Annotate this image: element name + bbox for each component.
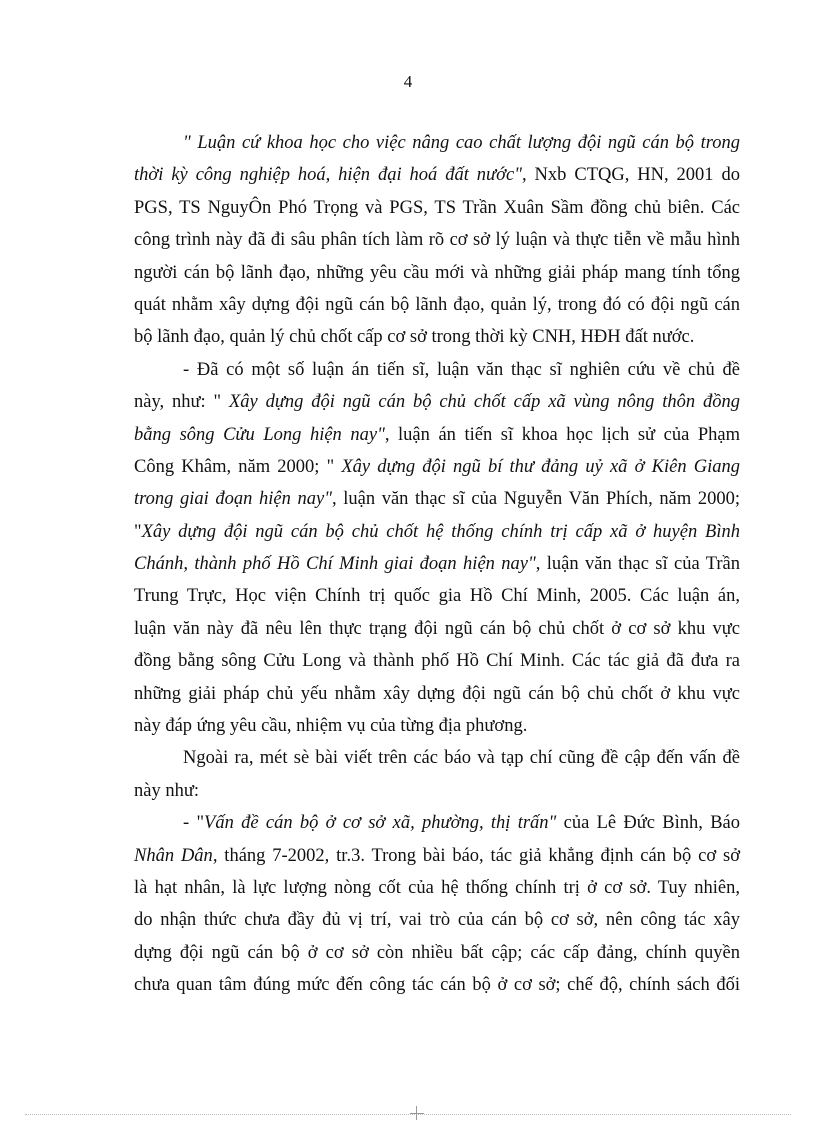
paragraph-line: công trình này đã đi sâu phân tích làm rõ cơ sở lý luận và thực tiễn về mẫu hình	[134, 230, 740, 251]
paragraph-line: Ngoài ra, mét sè bài viết trên các báo và tạp chí cũng đề cập đến vấn đề	[183, 748, 740, 769]
italic-text: " Luận cứ khoa học cho việc nâng cao chất lượng đội ngũ cán bộ trong	[183, 133, 740, 153]
paragraph-line: là hạt nhân, là lực lượng nòng cốt của hệ thống chính trị ở cơ sở. Tuy nhiên,	[134, 877, 740, 898]
line-text: "	[134, 521, 142, 542]
paragraph-line: luận văn này đã nêu lên thực trạng đội ngũ cán bộ chủ chốt ở cơ sở khu vực	[134, 618, 740, 639]
italic-text: Nhân Dân	[134, 845, 213, 866]
paragraph-line: Trung Trực, Học viện Chính trị quốc gia Hồ Chí Minh, 2005. Các luận án,	[134, 586, 740, 607]
paragraph-line	[134, 451, 740, 483]
italic-text: bằng sông Cửu Long hiện nay"	[134, 424, 385, 445]
paragraph-line: đồng bằng sông Cửu Long và thành phố Hồ Chí Minh. Các tác giả đã đưa ra	[134, 651, 740, 672]
paragraph-line: quát nhằm xây dựng đội ngũ cán bộ lãnh đạo, quản lý, trong đó có đội ngũ cán	[134, 294, 740, 315]
paragraph-line	[134, 159, 740, 191]
italic-text: Xây dựng đội ngũ cán bộ chủ chốt cấp xã vùng nông thôn đồng	[228, 392, 740, 413]
paragraph-line	[134, 386, 740, 418]
italic-text: Vấn đề cán bộ ở cơ sở xã, phường, thị trấn"	[204, 813, 557, 834]
line-text: của Lê Đức Bình, Báo	[556, 813, 740, 834]
line-text: , tháng 7-2002, tr.3. Trong bài báo, tác giả khẳng định cán bộ cơ sở	[212, 845, 740, 866]
paragraph-line: dựng đội ngũ cán bộ ở cơ sở còn nhiều bất cập; các cấp đảng, chính quyền	[134, 942, 740, 963]
paragraph-line	[134, 807, 740, 839]
paragraph-line	[134, 548, 740, 580]
paragraph-line	[134, 483, 740, 515]
paragraph-line: - Đã có một số luận án tiến sĩ, luận văn thạc sĩ nghiên cứu về chủ đề	[183, 359, 740, 380]
line-text: - "	[183, 813, 205, 834]
line-text: , luận án tiến sĩ khoa học lịch sử của Phạm	[384, 424, 740, 445]
paragraph-line: này đáp ứng yêu cầu, nhiệm vụ của từng địa phương.	[134, 716, 528, 737]
page-break-marker-horizontal	[410, 1113, 424, 1114]
paragraph-line: những giải pháp chủ yếu nhằm xây dựng đội ngũ cán bộ chủ chốt ở khu vực	[134, 683, 740, 704]
italic-text: Xây dựng đội ngũ cán bộ chủ chốt hệ thống chính trị cấp xã ở huyện Bình	[141, 521, 740, 542]
paragraph-line: do nhận thức chưa đầy đủ vị trí, vai trò của cán bộ cơ sở, nên công tác xây	[134, 910, 740, 931]
paragraph-line	[134, 516, 740, 548]
line-text: này, như: "	[134, 392, 229, 413]
page-number: 4	[403, 72, 413, 91]
paragraph-line	[134, 419, 740, 451]
paragraph-line: PGS, TS NguyÔn Phó Trọng và PGS, TS Trần Xuân Sầm đồng chủ biên. Các	[134, 197, 740, 218]
paragraph-line	[134, 127, 740, 159]
italic-text: Xây dựng đội ngũ bí thư đảng uỷ xã ở Kiên Giang	[341, 456, 740, 477]
line-text: , Nxb CTQG, HN, 2001 do	[522, 165, 740, 186]
paragraph-line: người cán bộ lãnh đạo, những yêu cầu mới và những giải pháp mang tính tổng	[134, 262, 740, 283]
line-text: , luận văn thạc sĩ của Trần	[535, 554, 741, 575]
page-bottom-rule	[25, 1114, 791, 1115]
line-text: Công Khâm, năm 2000; "	[134, 456, 342, 477]
italic-text: trong giai đoạn hiện nay"	[134, 489, 332, 510]
paragraph-line: chưa quan tâm đúng mức đến công tác cán bộ ở cơ sở; chế độ, chính sách đối	[134, 975, 740, 996]
italic-text: Chánh, thành phố Hồ Chí Minh giai đoạn hiện nay"	[134, 554, 536, 575]
paragraph-line: bộ lãnh đạo, quản lý chủ chốt cấp cơ sở trong thời kỳ CNH, HĐH đất nước.	[134, 327, 695, 348]
italic-text: thời kỳ công nghiệp hoá, hiện đại hoá đất nước"	[134, 165, 522, 186]
line-text: , luận văn thạc sĩ của Nguyễn Văn Phích, năm 2000;	[332, 489, 741, 510]
body-text	[134, 127, 740, 1002]
paragraph-line: này như:	[134, 780, 200, 801]
paragraph-line	[134, 840, 740, 872]
